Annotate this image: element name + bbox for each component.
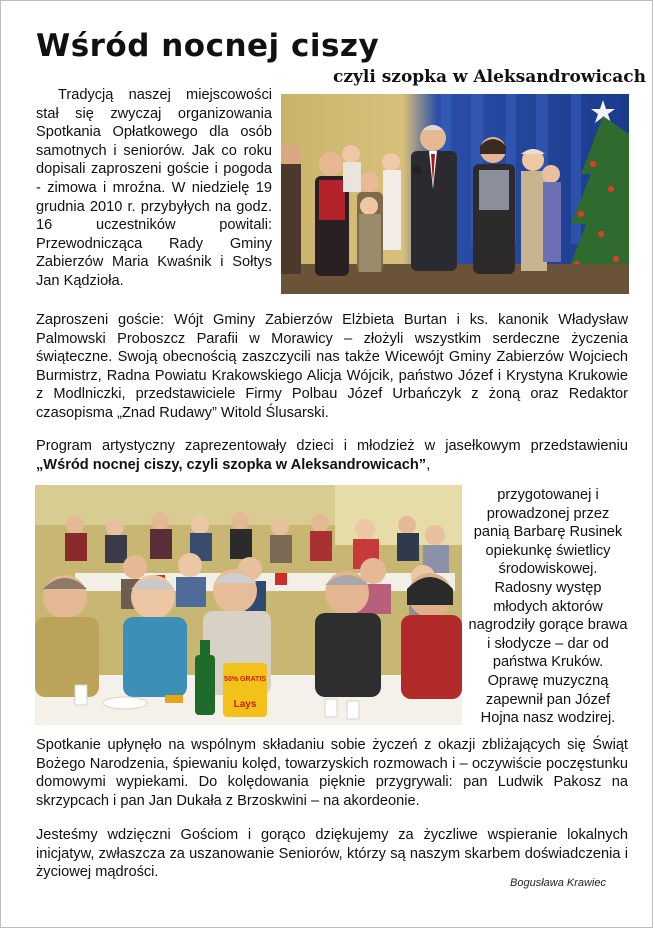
paragraph-thanks: Jesteśmy wdzięczni Gościom i gorąco dziękujemy za życzliwe wspieranie lokalnych inicjatyw, zwłaszcza za uszanowanie Seniorów, którzy są naszym skarbem doświadczenia i życiowej mądrości. xyxy=(36,827,628,881)
seniors-meeting-photo xyxy=(35,485,462,725)
program-comma: , xyxy=(426,456,431,473)
paragraph-program xyxy=(36,437,628,474)
paragraph-intro: Tradycją naszej miejscowości stał się zwyczaj organizowania Spotkania Opłatkowego dla osób samotnych i seniorów. Jak co roku dopisali zaproszeni goście i pogoda - zimowa i mroźna. W niedzielę 19 grudnia 2010 r. przybyłych na godz. 16 uczestników powitali: Przewodnicząca Rady Gminy Zabierzów Maria Kwaśnik i Sołtys Jan Kądzioła. xyxy=(36,87,272,289)
chips-bag xyxy=(223,663,267,717)
nativity-play-illustration xyxy=(281,94,629,294)
chips-bag-promo: 50% GRATIS xyxy=(224,676,266,683)
article-subtitle: czyli szopka w Aleksandrowicach xyxy=(333,67,646,87)
paragraph-guests: Zaproszeni goście: Wójt Gminy Zabierzów Elżbieta Burtan i ks. kanonik Władysław Palmowski Proboszcz Parafii w Morawicy – złożyli wszystkim serdeczne życzenia świąteczne. Swoją obecnością zaszczycili nas także Wicewójt Gminy Zabierzów Wojciech Burmistrz, Radna Powiatu Krakowskiego Alicja Wójcik, państwo Józef i Krystyna Krukowie z Modlniczki, przedstawiciele Firmy Polbau Józef Urbańczyk z żoną oraz Redaktor czasopisma „Znad Rudawy” Witold Ślusarski. xyxy=(36,312,628,421)
paragraph-program-side: przygotowanej i prowadzonej przez panią Barbarę Rusinek opiekunkę świetlicy środowiskowej. Radosny występ młodych aktorów nagrodziły gorące brawa i słodycze – dar od państwa Kruków. Oprawę muzyczną zapewnił pan Józef Hojna nasz wodzirej. xyxy=(468,487,628,727)
author-signature: Bogusława Krawiec xyxy=(510,877,606,889)
paragraph-meeting: Spotkanie upłynęło na wspólnym składaniu sobie życzeń z okazji zbliżających się Świąt Bożego Narodzenia, śpiewaniu kolęd, towarzyskich rozmowach i – oczywiście poczęstunku domowymi wypiekami. Do kolędowania pięknie przygrywali: pan Ludwik Pakosz na skrzypcach i pan Jan Dukała z Brzoskwini – na akordeonie. xyxy=(36,737,628,809)
play-title: „Wśród nocnej ciszy, czyli szopka w Aleksandrowicach” xyxy=(36,456,427,473)
seniors-meeting-illustration xyxy=(35,485,462,725)
article-title: Wśród nocnej ciszy xyxy=(36,28,380,64)
nativity-play-photo xyxy=(281,94,629,294)
program-intro-text: Program artystyczny zaprezentowały dzieci i młodzież w jasełkowym przedstawieniu xyxy=(36,438,628,454)
chips-bag-brand: Lays xyxy=(233,699,257,710)
